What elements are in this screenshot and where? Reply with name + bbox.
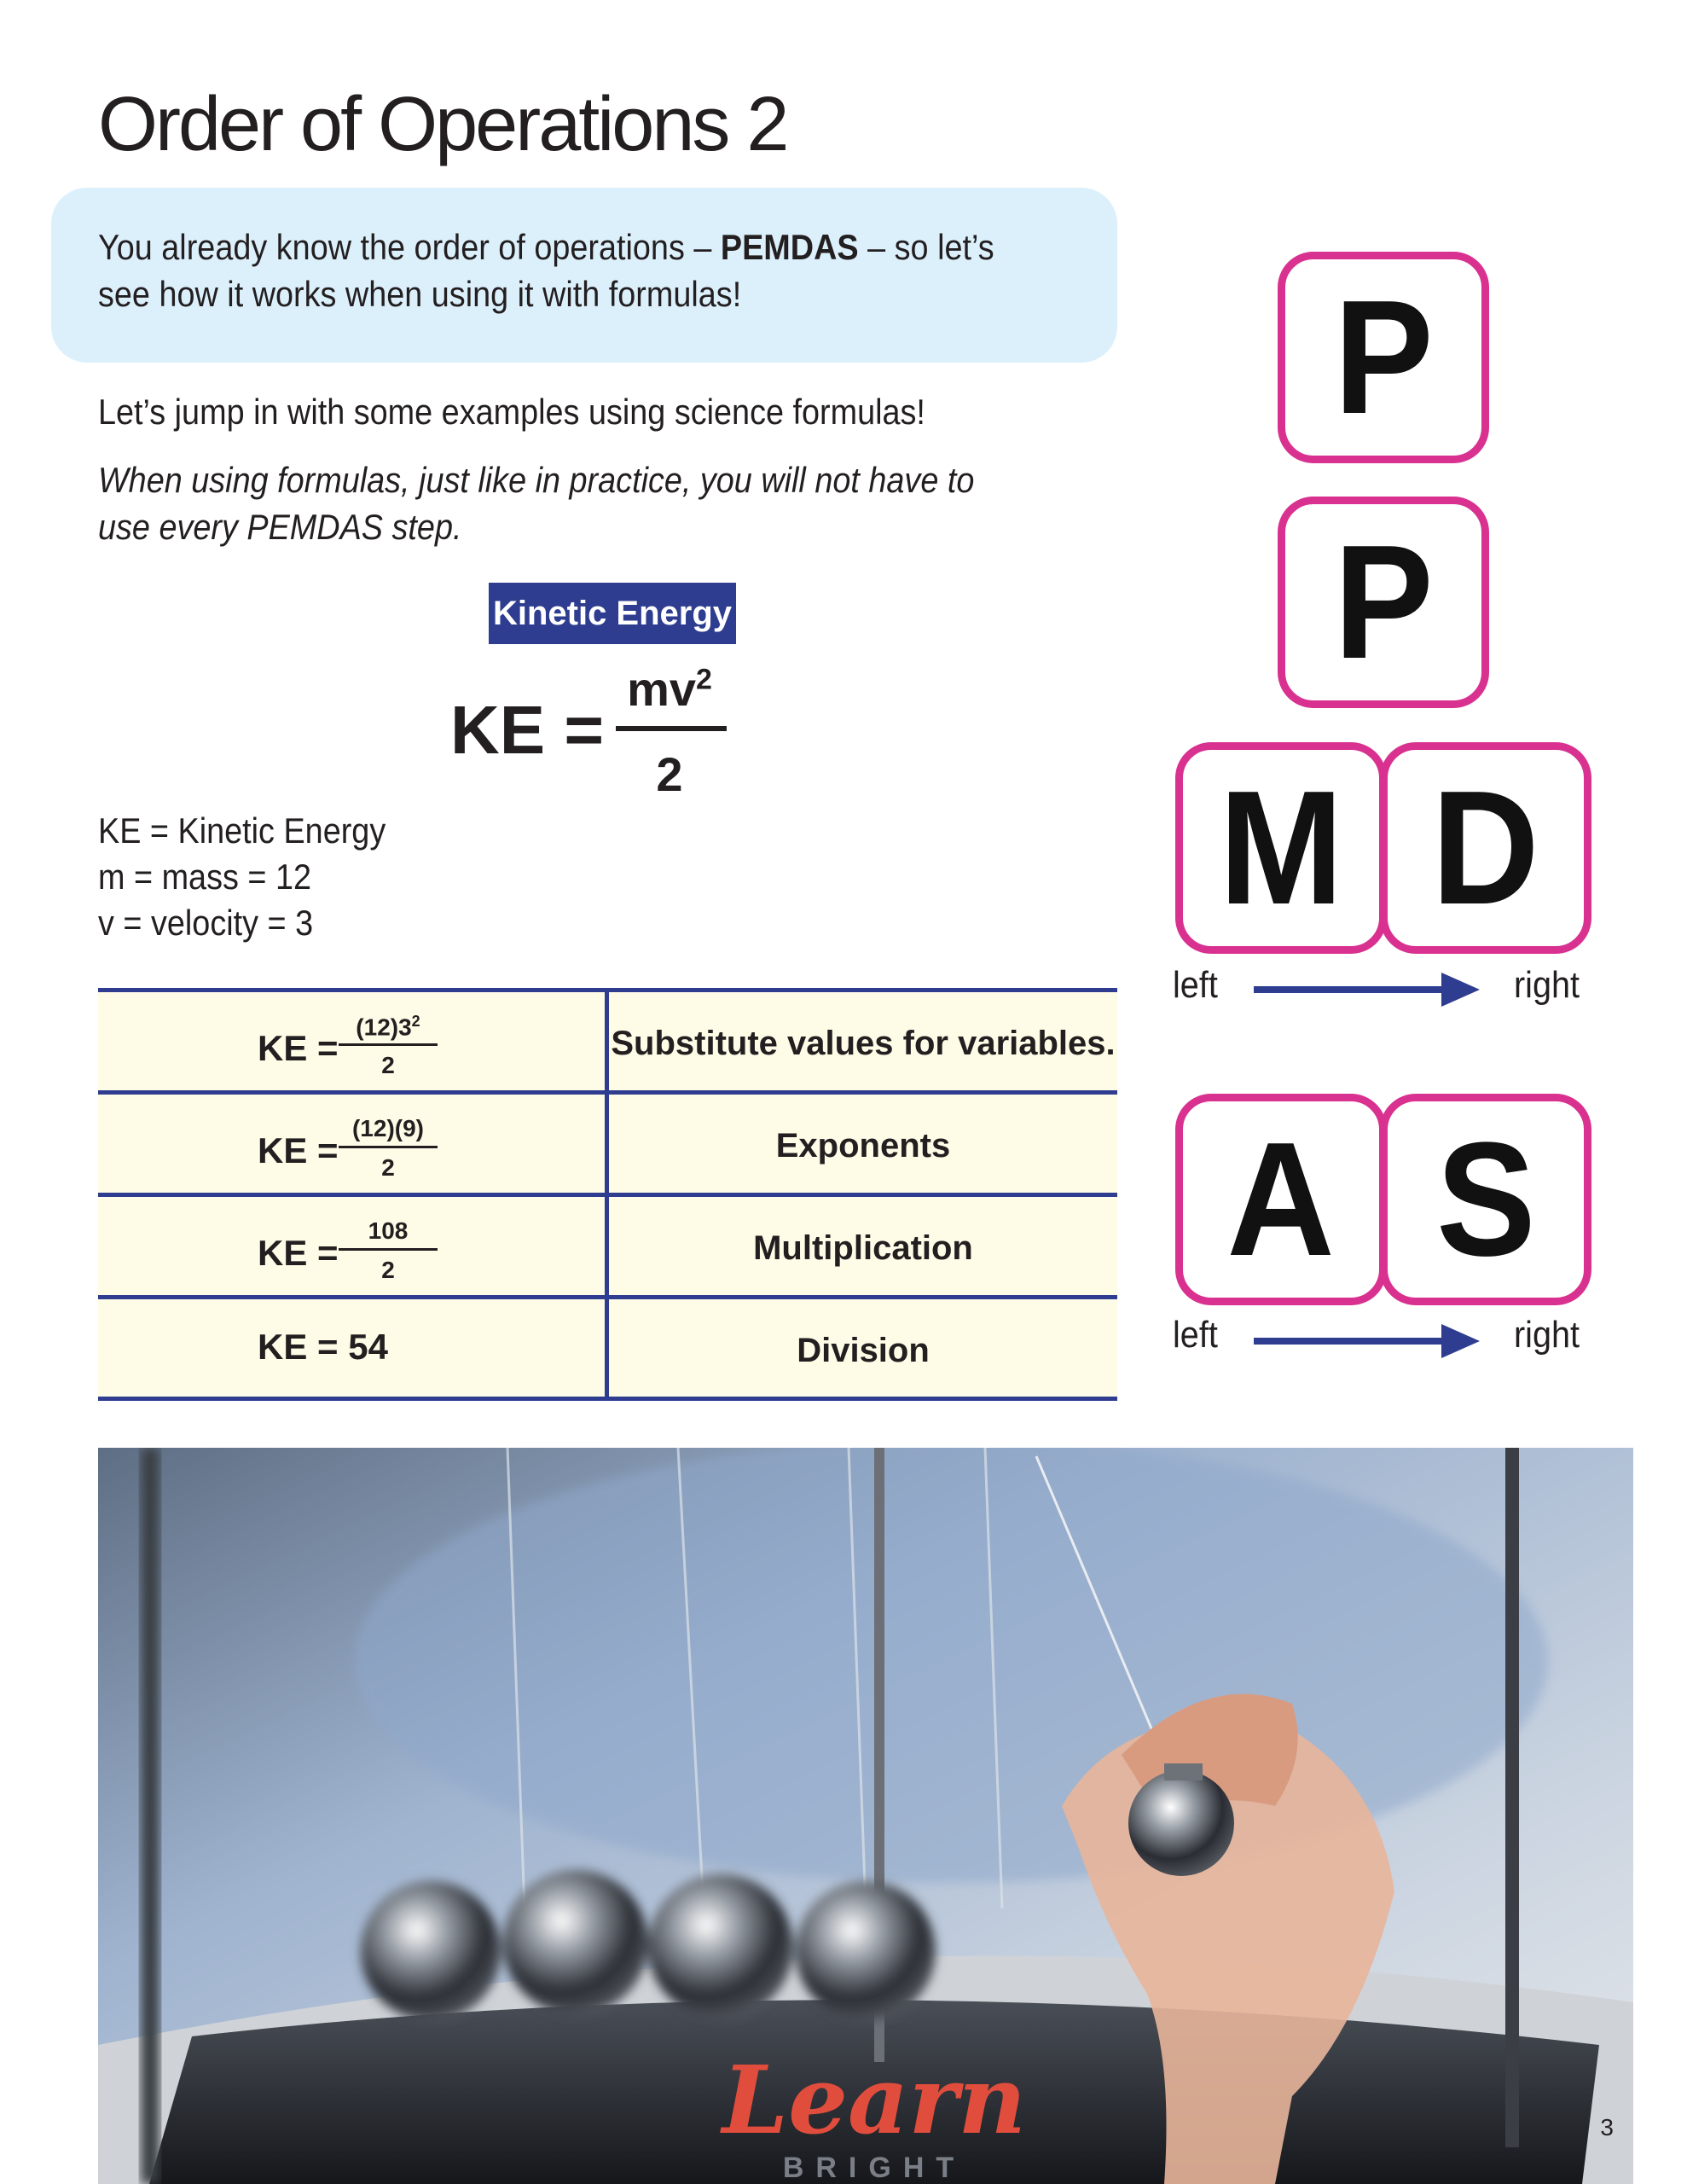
pemdas-tile-multiplication — [1175, 742, 1387, 954]
step-denominator: 2 — [381, 1052, 395, 1078]
intro-text — [98, 224, 1004, 317]
left-to-right-arrow-icon — [1254, 986, 1446, 993]
tile-letter: D — [1431, 758, 1540, 938]
step-lhs: KE = — [258, 1028, 339, 1068]
variable-line: KE = Kinetic Energy — [98, 810, 386, 851]
table-row — [98, 1299, 605, 1402]
paragraph-intro: Let’s jump in with some examples using science formulas! — [98, 392, 925, 432]
tile-letter: P — [1333, 512, 1434, 693]
step-lhs: KE = 54 — [258, 1327, 388, 1367]
step-lhs: KE = — [258, 1130, 339, 1170]
steps-table — [98, 988, 1117, 1401]
step-fraction-bar — [339, 1248, 438, 1251]
step-fraction-bar — [339, 1146, 438, 1148]
formula-numerator-base: mv — [627, 662, 696, 716]
step-description: Exponents — [775, 1126, 951, 1165]
step-denominator: 2 — [381, 1154, 395, 1181]
variable-line: v = velocity = 3 — [98, 903, 314, 943]
paragraph-note: When using formulas, just like in practice, you will not have to use every PEMDAS step. — [98, 460, 975, 547]
pemdas-tile-division — [1380, 742, 1591, 954]
direction-right-label: right — [1514, 964, 1580, 1006]
kinetic-energy-badge: Kinetic Energy — [489, 583, 736, 644]
step-numerator: (12)(9) — [351, 1115, 424, 1141]
formula-numerator-exponent: 2 — [696, 663, 712, 696]
step-numerator-base: (12)3 — [356, 1014, 412, 1041]
page-number: 3 — [1600, 2114, 1614, 2140]
direction-left-label: left — [1173, 1314, 1218, 1356]
pemdas-tile-addition — [1175, 1094, 1387, 1305]
step-denominator: 2 — [381, 1257, 395, 1283]
learn-bright-logo-subtext: BRIGHT — [782, 2152, 966, 2184]
pemdas-tile-powers — [1278, 497, 1489, 708]
formula-numerator — [614, 661, 725, 717]
table-row — [98, 1197, 605, 1299]
step-description: Division — [797, 1331, 930, 1369]
pemdas-tile-parentheses — [1278, 252, 1489, 463]
table-row — [98, 992, 605, 1095]
step-lhs: KE = — [258, 1233, 339, 1273]
table-row — [98, 1095, 605, 1197]
fraction-bar — [616, 726, 727, 731]
tile-letter: M — [1219, 758, 1343, 938]
page-title: Order of Operations 2 — [98, 82, 787, 167]
step-fraction-bar — [339, 1043, 438, 1046]
tile-letter: S — [1435, 1109, 1536, 1290]
direction-left-label: left — [1173, 964, 1218, 1006]
step-numerator: 108 — [368, 1217, 409, 1244]
direction-right-label: right — [1514, 1314, 1580, 1356]
step-description: Substitute values for variables. — [611, 1024, 1116, 1062]
newtons-cradle-photo — [98, 1448, 1633, 2184]
tile-letter: A — [1226, 1109, 1336, 1290]
pemdas-tile-subtraction — [1380, 1094, 1591, 1305]
intro-bold: PEMDAS — [720, 227, 859, 267]
formula-lhs: KE = — [450, 692, 605, 768]
intro-before: You already know the order of operations – — [98, 227, 721, 267]
left-to-right-arrow-icon — [1254, 1338, 1446, 1345]
learn-bright-logo: Learn — [722, 2045, 1027, 2155]
formula-denominator: 2 — [656, 747, 683, 801]
step-numerator-exponent: 2 — [411, 1013, 420, 1030]
tile-letter: P — [1333, 267, 1434, 448]
step-numerator — [337, 1013, 439, 1041]
step-description: Multiplication — [753, 1228, 973, 1267]
variable-line: m = mass = 12 — [98, 857, 312, 897]
intro-after: – so let’s see how it works when using it with formulas! — [98, 227, 994, 314]
